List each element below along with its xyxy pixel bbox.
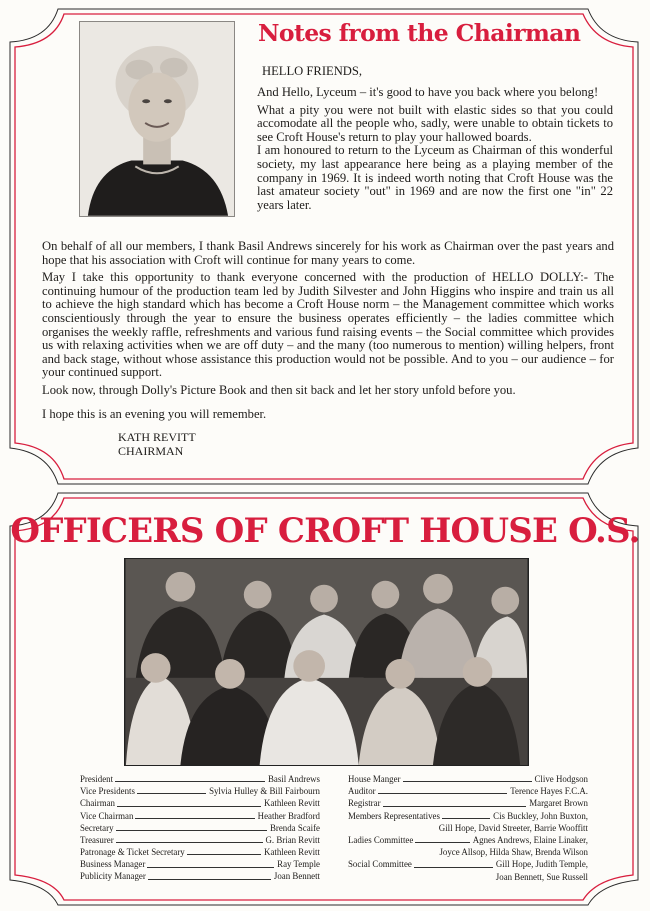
officer-name: Kathleen Revitt xyxy=(264,847,320,858)
officer-name-continuation: Joan Bennett, Sue Russell xyxy=(495,871,588,882)
officer-row xyxy=(348,797,588,809)
officer-role: Members Representatives xyxy=(348,810,440,821)
officer-role: Business Manager xyxy=(80,859,146,870)
officer-name: Sylvia Hulley & Bill Fairbourn xyxy=(209,786,320,797)
officer-row xyxy=(80,846,320,858)
officers-list-right xyxy=(348,773,588,883)
leader-line xyxy=(415,842,469,843)
leader-line xyxy=(403,781,532,782)
officer-name: Joan Bennett xyxy=(273,871,320,882)
officer-name-continuation: Joyce Allsop, Hilda Shaw, Brenda Wilson xyxy=(439,847,588,858)
letter-full-width xyxy=(42,240,614,425)
letter-paragraph: I hope this is an evening you will remember. xyxy=(42,406,267,421)
letter-paragraph: What a pity you were not built with elastic sides so that you could accomodate all the people who, sadly, were unable to obtain tickets to see Croft House's return to play your hallowed boards. xyxy=(257,102,613,144)
officer-row xyxy=(348,834,588,846)
officer-row xyxy=(80,858,320,870)
officer-role: House Manger xyxy=(348,773,401,784)
officer-role: Auditor xyxy=(348,786,376,797)
officer-name: Margaret Brown xyxy=(529,798,588,809)
officer-row xyxy=(80,871,320,883)
officer-name: Clive Hodgson xyxy=(534,773,588,784)
officer-role: Secretary xyxy=(80,822,114,833)
leader-line xyxy=(117,806,261,807)
officer-row xyxy=(348,858,588,870)
officer-row xyxy=(348,773,588,785)
leader-line xyxy=(116,842,263,843)
officer-name: Cis Buckley, John Buxton, xyxy=(493,810,588,821)
officers-group-photo xyxy=(124,558,529,766)
signature-title: CHAIRMAN xyxy=(118,443,184,458)
officer-role: Publicity Manager xyxy=(80,871,146,882)
signature-block xyxy=(118,431,196,458)
leader-line xyxy=(383,806,527,807)
officer-row xyxy=(80,834,320,846)
letter-paragraph: I am honoured to return to the Lyceum as Chairman of this wonderful society, my last appearance here being as a playing member of the company in 1969. It is indeed worth noting that Croft House was the last amateur society "out" in 1969 and are now the first one "in" 22 years later. xyxy=(257,143,613,212)
officer-role: Registrar xyxy=(348,798,381,809)
officer-row xyxy=(348,810,588,822)
leader-line xyxy=(148,879,271,880)
letter-paragraph: And Hello, Lyceum – it's good to have you back where you belong! xyxy=(257,85,599,99)
officer-name: Agnes Andrews, Elaine Linaker, xyxy=(472,834,588,845)
officer-row xyxy=(80,797,320,809)
officer-row xyxy=(80,822,320,834)
officer-name: Terence Hayes F.C.A. xyxy=(510,786,588,797)
officer-role: President xyxy=(80,773,114,784)
officer-row xyxy=(80,785,320,797)
leader-line xyxy=(442,818,490,819)
leader-line xyxy=(137,793,206,794)
officer-name: Heather Bradford xyxy=(257,810,320,821)
officer-role: Social Committee xyxy=(348,859,412,870)
officer-row xyxy=(348,785,588,797)
letter-right-column xyxy=(257,86,613,216)
officer-role: Vice Chairman xyxy=(80,810,134,821)
leader-line xyxy=(115,781,265,782)
leader-line xyxy=(147,867,274,868)
leader-line xyxy=(414,867,493,868)
chairman-portrait xyxy=(79,21,235,217)
officer-role: Patronage & Ticket Secretary xyxy=(80,847,185,858)
officer-name-continuation: Gill Hope, David Streeter, Barrie Wooffitt xyxy=(438,822,588,833)
officer-row xyxy=(80,810,320,822)
officer-name: Brenda Scaife xyxy=(269,822,320,833)
officers-title: OFFICERS OF CROFT HOUSE O.S. xyxy=(10,511,640,551)
officer-name: Basil Andrews xyxy=(267,773,320,784)
leader-line xyxy=(116,830,267,831)
officer-name: G. Brian Revitt xyxy=(265,834,320,845)
officers-list-left xyxy=(80,773,320,883)
greeting: HELLO FRIENDS, xyxy=(262,64,363,78)
officer-name: Ray Temple xyxy=(277,859,320,870)
letter-paragraph: Look now, through Dolly's Picture Book and then sit back and let her story unfold before you. xyxy=(42,382,516,397)
leader-line xyxy=(187,854,261,855)
officer-name: Gill Hope, Judith Temple, xyxy=(495,859,588,870)
leader-line xyxy=(378,793,508,794)
leader-line xyxy=(135,818,254,819)
officer-role: Chairman xyxy=(80,798,115,809)
officer-role: Vice Presidents xyxy=(80,786,135,797)
officer-row xyxy=(80,773,320,785)
letter-paragraph: May I take this opportunity to thank everyone concerned with the production of HELLO DOLLY:- The continuing humour of the production team led by Judith Silvester and John Higgins who inspire and train us all to achieve the high standard which has become a Croft House norm – the Management committee which works conscientiously through the year to ensure the business operates efficiently – the ladies committee which organises the weekly raffle, refreshments and various fund raising events – the Social committee which provides us with relaxing activities when we are off duty – and the many (too numerous to mention) willing helpers, front and back stage, without whose assistance this production would not be possible. And to you – our audience – for your continued support. xyxy=(42,270,614,380)
letter-paragraph: On behalf of all our members, I thank Basil Andrews sincerely for his work as Chairman over the past years and hope that his association with Croft will continue for many years to come. xyxy=(42,239,614,267)
officer-role: Treasurer xyxy=(80,834,114,845)
chairman-notes-title: Notes from the Chairman xyxy=(258,19,581,47)
officer-role: Ladies Committee xyxy=(348,834,414,845)
signature-name: KATH REVITT xyxy=(118,430,196,444)
officer-name: Kathleen Revitt xyxy=(264,798,320,809)
